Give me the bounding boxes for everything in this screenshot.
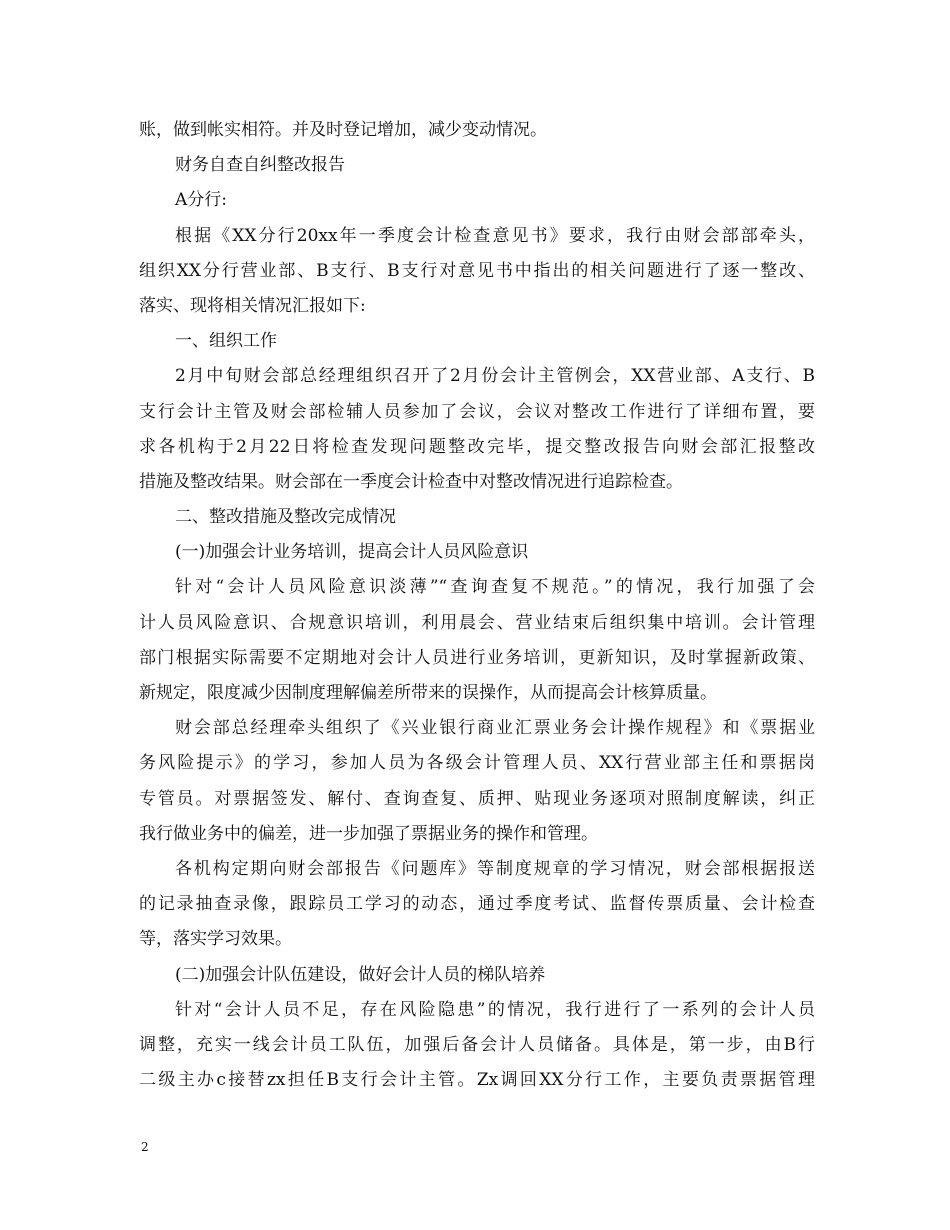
text-line: 部门根据实际需要不定期地对会计人员进行业务培训，更新知识，及时掌握新政策、 bbox=[139, 647, 815, 668]
text-line: 支行会计主管及财会部检辅人员参加了会议，会议对整改工作进行了详细布置，要 bbox=[139, 401, 815, 422]
text-line: 各机构定期向财会部报告《问题库》等制度规章的学习情况，财会部根据报送 bbox=[175, 858, 815, 879]
text-line: 调整，充实一线会计员工队伍，加强后备会计人员储备。具体是，第一步，由B行 bbox=[139, 1034, 815, 1055]
text-line: 计人员风险意识、合规意识培训，利用晨会、营业结束后组织集中培训。会计管理 bbox=[139, 612, 815, 633]
text-line: 我行做业务中的偏差，进一步加强了票据业务的操作和管理。 bbox=[139, 823, 598, 844]
text-line: 措施及整改结果。财会部在一季度会计检查中对整改情况进行追踪检查。 bbox=[139, 471, 683, 492]
text-line: (二)加强会计队伍建设，做好会计人员的梯队培养 bbox=[175, 964, 546, 985]
text-line: 针对“会计人员不足，存在风险隐患”的情况，我行进行了一系列的会计人员 bbox=[175, 999, 815, 1020]
text-line: 求各机构于2月22日将检查发现问题整改完毕，提交整改报告向财会部汇报整改 bbox=[139, 436, 815, 457]
text-line: 根据《XX分行20xx年一季度会计检查意见书》要求，我行由财会部部牵头， bbox=[175, 225, 815, 246]
text-line: 账，做到帐实相符。并及时登记增加，减少变动情况。 bbox=[139, 120, 547, 140]
text-line: 的记录抽查录像，跟踪员工学习的动态，通过季度考试、监督传票质量、会计检查 bbox=[139, 894, 815, 915]
text-line: A分行: bbox=[175, 190, 228, 211]
body-text bbox=[139, 113, 815, 1098]
text-line: 等，落实学习效果。 bbox=[139, 929, 292, 950]
text-line: 针对“会计人员风险意识淡薄”“查询查复不规范。”的情况，我行加强了会 bbox=[175, 577, 815, 598]
text-line: 二、整改措施及整改完成情况 bbox=[175, 507, 396, 528]
text-line: 专管员。对票据签发、解付、查询查复、质押、贴现业务逐项对照制度解读，纠正 bbox=[139, 788, 815, 809]
text-line: 2月中旬财会部总经理组织召开了2月份会计主管例会，XX营业部、A支行、B bbox=[175, 366, 815, 387]
page-number: 2 bbox=[141, 1140, 149, 1154]
text-line: 财会部总经理牵头组织了《兴业银行商业汇票业务会计操作规程》和《票据业 bbox=[175, 718, 815, 739]
text-line: 财务自查自纠整改报告 bbox=[175, 155, 345, 176]
text-line: 组织XX分行营业部、B支行、B支行对意见书中指出的相关问题进行了逐一整改、 bbox=[139, 260, 815, 281]
text-line: (一)加强会计业务培训，提高会计人员风险意识 bbox=[175, 542, 529, 563]
text-line: 一、组织工作 bbox=[175, 331, 277, 352]
text-line: 二级主办c接替zx担任B支行会计主管。Zx调回XX分行工作，主要负责票据管理 bbox=[139, 1070, 815, 1091]
text-line: 落实、现将相关情况汇报如下: bbox=[139, 295, 366, 316]
text-line: 新规定，限度减少因制度理解偏差所带来的误操作，从而提高会计核算质量。 bbox=[139, 683, 717, 703]
text-line: 务风险提示》的学习，参加人员为各级会计管理人员、XX行营业部主任和票据岗 bbox=[139, 753, 815, 774]
